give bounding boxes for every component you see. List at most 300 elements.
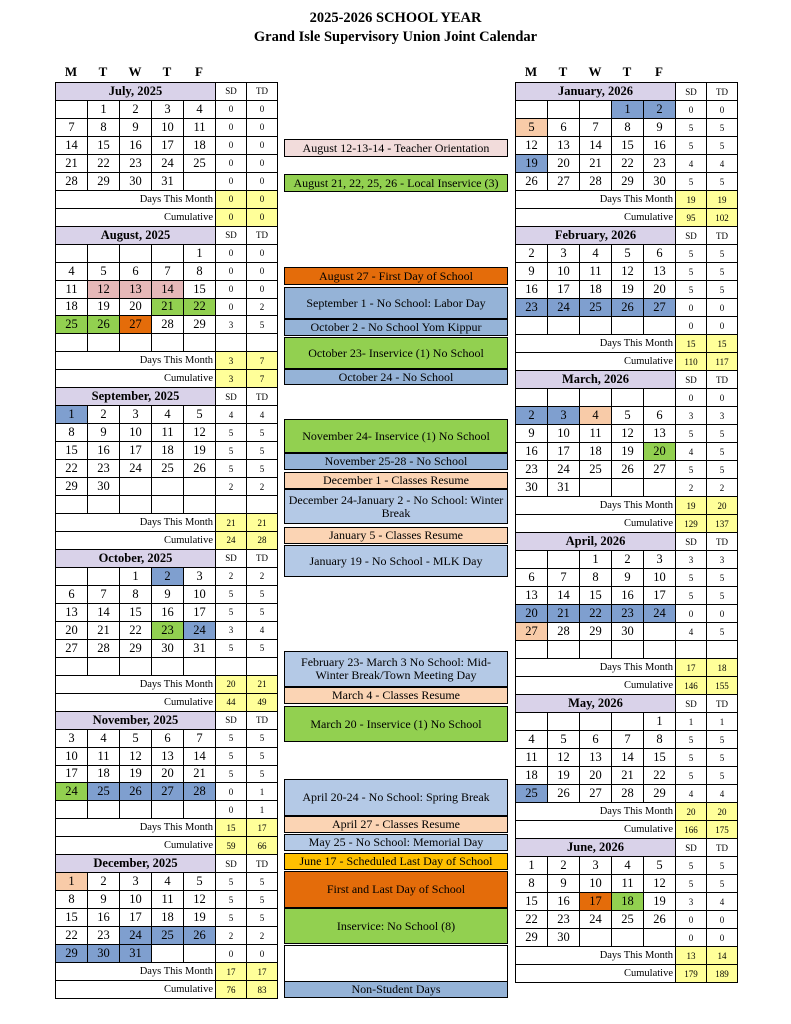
day-cell: 5 [643, 856, 676, 875]
days-this-month-td: 17 [246, 962, 278, 981]
days-this-month-label: Days This Month [515, 496, 676, 515]
week-school-days: 0 [215, 800, 247, 819]
day-cell: 11 [151, 890, 184, 909]
cumulative-label: Cumulative [55, 693, 216, 712]
week-teacher-days: 5 [706, 172, 738, 191]
week-school-days: 5 [675, 874, 707, 893]
week-teacher-days: 0 [246, 172, 278, 191]
day-cell: 20 [119, 298, 152, 317]
day-cell: 29 [55, 944, 88, 963]
day-cell: 5 [611, 244, 644, 263]
day-cell: 19 [119, 765, 152, 784]
week-school-days: 3 [675, 550, 707, 569]
day-cell: 10 [119, 423, 152, 442]
day-cell: 13 [515, 586, 548, 605]
week-teacher-days: 5 [246, 729, 278, 748]
empty-day-cell [87, 244, 120, 263]
day-cell: 30 [151, 639, 184, 658]
cumulative-label: Cumulative [515, 676, 676, 695]
sd-header: SD [675, 838, 707, 857]
day-cell: 14 [611, 748, 644, 767]
day-cell: 5 [87, 262, 120, 281]
days-this-month-sd: 17 [675, 658, 707, 677]
empty-day-cell [183, 657, 216, 676]
day-cell: 29 [611, 172, 644, 191]
sd-header: SD [215, 711, 247, 730]
week-school-days: 0 [675, 100, 707, 119]
day-cell: 29 [87, 172, 120, 191]
day-cell: 10 [547, 262, 580, 281]
week-school-days: 0 [675, 298, 707, 317]
day-cell: 7 [547, 568, 580, 587]
day-cell: 20 [643, 442, 676, 461]
day-cell: 11 [611, 874, 644, 893]
sd-header: SD [215, 549, 247, 568]
day-cell: 8 [611, 118, 644, 137]
empty-day-cell [611, 388, 644, 407]
day-cell: 3 [643, 550, 676, 569]
week-teacher-days: 1 [246, 800, 278, 819]
days-this-month-td: 19 [706, 190, 738, 209]
day-cell: 28 [183, 782, 216, 801]
day-cell: 8 [515, 874, 548, 893]
week-teacher-days: 5 [246, 315, 278, 334]
event-item: October 23- Inservice (1) No School [284, 337, 508, 369]
empty-day-cell [151, 657, 184, 676]
days-this-month-sd: 20 [215, 675, 247, 694]
empty-day-cell [547, 316, 580, 335]
empty-day-cell [547, 100, 580, 119]
week-school-days: 5 [215, 585, 247, 604]
day-cell: 11 [151, 423, 184, 442]
week-teacher-days: 2 [706, 478, 738, 497]
empty-day-cell [151, 495, 184, 514]
day-cell: 14 [55, 136, 88, 155]
day-cell: 12 [183, 890, 216, 909]
event-item: October 24 - No School [284, 369, 508, 385]
days-this-month-td: 7 [246, 351, 278, 370]
day-cell: 23 [119, 154, 152, 173]
day-cell: 3 [547, 406, 580, 425]
empty-day-cell [55, 800, 88, 819]
week-school-days: 4 [675, 784, 707, 803]
week-school-days: 0 [215, 944, 247, 963]
cumulative-label: Cumulative [55, 531, 216, 550]
sd-header: SD [215, 226, 247, 245]
week-school-days: 0 [215, 782, 247, 801]
day-cell: 13 [579, 748, 612, 767]
day-cell: 6 [55, 585, 88, 604]
week-teacher-days: 5 [706, 568, 738, 587]
empty-day-cell [515, 316, 548, 335]
week-school-days: 5 [675, 244, 707, 263]
day-cell: 8 [579, 568, 612, 587]
day-cell: 12 [611, 424, 644, 443]
day-cell: 26 [515, 172, 548, 191]
event-item: August 21, 22, 25, 26 - Local Inservice (3) [284, 174, 508, 192]
sd-header: SD [675, 532, 707, 551]
week-teacher-days: 5 [246, 890, 278, 909]
empty-day-cell [151, 477, 184, 496]
week-teacher-days: 0 [706, 388, 738, 407]
day-cell: 24 [643, 604, 676, 623]
day-cell: 28 [579, 172, 612, 191]
month-header: May, 2026 [515, 694, 676, 713]
day-cell: 13 [643, 424, 676, 443]
empty-day-cell [515, 640, 548, 659]
day-cell: 1 [611, 100, 644, 119]
day-cell: 23 [151, 621, 184, 640]
day-cell: 4 [55, 262, 88, 281]
td-header: TD [246, 387, 278, 406]
day-cell: 30 [87, 477, 120, 496]
days-this-month-label: Days This Month [55, 962, 216, 981]
week-school-days: 5 [675, 730, 707, 749]
day-cell: 30 [547, 928, 580, 947]
week-school-days: 5 [675, 460, 707, 479]
day-cell: 17 [579, 892, 612, 911]
week-teacher-days: 3 [706, 406, 738, 425]
day-cell: 23 [547, 910, 580, 929]
day-cell: 14 [151, 280, 184, 299]
days-this-month-sd: 3 [215, 351, 247, 370]
week-school-days: 5 [215, 872, 247, 891]
day-cell: 15 [87, 136, 120, 155]
week-teacher-days: 0 [706, 928, 738, 947]
cumulative-label: Cumulative [515, 208, 676, 227]
empty-day-cell [87, 657, 120, 676]
td-header: TD [706, 532, 738, 551]
cumulative-sd: 95 [675, 208, 707, 227]
day-cell: 21 [611, 766, 644, 785]
week-teacher-days: 4 [706, 892, 738, 911]
days-this-month-td: 21 [246, 513, 278, 532]
empty-day-cell [119, 657, 152, 676]
week-school-days: 0 [215, 118, 247, 137]
month-header: April, 2026 [515, 532, 676, 551]
week-teacher-days: 5 [706, 622, 738, 641]
empty-day-cell [579, 640, 612, 659]
day-cell: 3 [579, 856, 612, 875]
day-cell: 2 [515, 244, 548, 263]
week-school-days: 5 [675, 136, 707, 155]
week-teacher-days: 3 [706, 550, 738, 569]
day-cell: 4 [579, 406, 612, 425]
day-cell: 8 [55, 890, 88, 909]
day-cell: 17 [547, 442, 580, 461]
week-teacher-days: 5 [246, 639, 278, 658]
week-teacher-days: 1 [246, 782, 278, 801]
day-cell: 12 [643, 874, 676, 893]
empty-day-cell [547, 388, 580, 407]
day-cell: 15 [515, 892, 548, 911]
day-cell: 4 [579, 244, 612, 263]
empty-day-cell [87, 333, 120, 352]
week-school-days: 5 [675, 118, 707, 137]
day-cell: 17 [119, 441, 152, 460]
week-teacher-days: 5 [706, 424, 738, 443]
day-cell: 21 [183, 765, 216, 784]
day-cell: 15 [579, 586, 612, 605]
empty-day-cell [611, 712, 644, 731]
cumulative-sd: 0 [215, 208, 247, 227]
day-cell: 3 [183, 567, 216, 586]
day-cell: 16 [515, 442, 548, 461]
day-cell: 2 [611, 550, 644, 569]
week-teacher-days: 5 [706, 856, 738, 875]
day-cell: 18 [151, 441, 184, 460]
month-header: January, 2026 [515, 82, 676, 101]
week-school-days: 5 [675, 172, 707, 191]
day-cell: 14 [547, 586, 580, 605]
day-cell: 1 [643, 712, 676, 731]
empty-day-cell [643, 640, 676, 659]
empty-day-cell [183, 944, 216, 963]
day-cell: 9 [611, 568, 644, 587]
day-cell: 17 [547, 280, 580, 299]
weekday-label: F [195, 64, 203, 79]
day-cell: 18 [87, 765, 120, 784]
week-school-days [215, 495, 247, 514]
week-school-days: 5 [675, 748, 707, 767]
week-teacher-days: 4 [246, 621, 278, 640]
day-cell: 19 [87, 298, 120, 317]
event-item: Non-Student Days [284, 981, 508, 998]
day-cell: 31 [183, 639, 216, 658]
day-cell: 6 [643, 406, 676, 425]
empty-day-cell [547, 640, 580, 659]
day-cell: 8 [183, 262, 216, 281]
week-school-days: 5 [675, 856, 707, 875]
day-cell: 9 [643, 118, 676, 137]
day-cell: 22 [87, 154, 120, 173]
td-header: TD [706, 82, 738, 101]
month-header: February, 2026 [515, 226, 676, 245]
month-header: December, 2025 [55, 854, 216, 873]
day-cell: 30 [87, 944, 120, 963]
day-cell: 1 [515, 856, 548, 875]
event-item: January 5 - Classes Resume [284, 527, 508, 544]
week-teacher-days: 5 [246, 908, 278, 927]
day-cell: 29 [579, 622, 612, 641]
day-cell: 24 [119, 459, 152, 478]
day-cell: 10 [151, 118, 184, 137]
weekday-label: T [162, 64, 172, 79]
day-cell: 24 [547, 460, 580, 479]
day-cell: 27 [119, 315, 152, 334]
days-this-month-sd: 15 [675, 334, 707, 353]
week-teacher-days: 0 [246, 154, 278, 173]
event-item: December 24-January 2 - No School: Winter Break [284, 489, 508, 524]
week-teacher-days: 5 [706, 748, 738, 767]
month-header: August, 2025 [55, 226, 216, 245]
month-header: March, 2026 [515, 370, 676, 389]
weekday-label: M [64, 64, 78, 79]
calendar-title: 2025-2026 SCHOOL YEAR [309, 10, 482, 26]
day-cell: 20 [547, 154, 580, 173]
day-cell: 25 [87, 782, 120, 801]
week-teacher-days: 0 [246, 944, 278, 963]
day-cell: 4 [515, 730, 548, 749]
cumulative-td: 49 [246, 693, 278, 712]
empty-day-cell [119, 333, 152, 352]
week-school-days: 5 [215, 459, 247, 478]
empty-day-cell [151, 333, 184, 352]
day-cell: 24 [183, 621, 216, 640]
days-this-month-sd: 21 [215, 513, 247, 532]
day-cell: 23 [515, 460, 548, 479]
day-cell: 19 [611, 280, 644, 299]
day-cell: 10 [579, 874, 612, 893]
week-school-days: 5 [675, 586, 707, 605]
day-cell: 9 [119, 118, 152, 137]
day-cell: 7 [55, 118, 88, 137]
day-cell: 4 [183, 100, 216, 119]
empty-day-cell [183, 477, 216, 496]
empty-day-cell [515, 388, 548, 407]
sd-header: SD [675, 226, 707, 245]
empty-day-cell [183, 172, 216, 191]
day-cell: 13 [643, 262, 676, 281]
day-cell: 6 [151, 729, 184, 748]
empty-day-cell [515, 550, 548, 569]
day-cell: 1 [55, 405, 88, 424]
cumulative-td: 117 [706, 352, 738, 371]
week-school-days: 0 [215, 154, 247, 173]
cumulative-td: 175 [706, 820, 738, 839]
cumulative-label: Cumulative [515, 352, 676, 371]
day-cell: 24 [151, 154, 184, 173]
day-cell: 26 [611, 298, 644, 317]
weekday-label: W [588, 64, 602, 79]
day-cell: 24 [55, 782, 88, 801]
day-cell: 3 [119, 872, 152, 891]
day-cell: 18 [611, 892, 644, 911]
week-teacher-days: 0 [706, 316, 738, 335]
week-teacher-days: 5 [706, 442, 738, 461]
month-header: June, 2026 [515, 838, 676, 857]
td-header: TD [246, 226, 278, 245]
empty-day-cell [55, 657, 88, 676]
cumulative-label: Cumulative [515, 514, 676, 533]
days-this-month-td: 20 [706, 802, 738, 821]
day-cell: 2 [151, 567, 184, 586]
empty-day-cell [119, 477, 152, 496]
week-teacher-days: 5 [706, 460, 738, 479]
week-school-days: 5 [215, 603, 247, 622]
empty-day-cell [611, 316, 644, 335]
empty-day-cell [515, 100, 548, 119]
days-this-month-td: 15 [706, 334, 738, 353]
day-cell: 5 [547, 730, 580, 749]
week-school-days: 0 [215, 100, 247, 119]
day-cell: 27 [55, 639, 88, 658]
week-teacher-days: 4 [246, 405, 278, 424]
week-school-days: 0 [215, 136, 247, 155]
day-cell: 27 [547, 172, 580, 191]
day-cell: 3 [55, 729, 88, 748]
day-cell: 18 [579, 280, 612, 299]
week-school-days: 4 [675, 442, 707, 461]
day-cell: 26 [547, 784, 580, 803]
day-cell: 17 [151, 136, 184, 155]
day-cell: 5 [183, 405, 216, 424]
day-cell: 26 [183, 459, 216, 478]
month-header: November, 2025 [55, 711, 216, 730]
day-cell: 25 [579, 298, 612, 317]
week-teacher-days: 2 [246, 298, 278, 317]
week-teacher-days: 0 [246, 118, 278, 137]
day-cell: 19 [643, 892, 676, 911]
days-this-month-sd: 17 [215, 962, 247, 981]
week-school-days: 5 [675, 424, 707, 443]
day-cell: 9 [151, 585, 184, 604]
day-cell: 10 [643, 568, 676, 587]
week-teacher-days: 5 [246, 459, 278, 478]
empty-day-cell [643, 928, 676, 947]
week-teacher-days: 0 [706, 100, 738, 119]
week-teacher-days: 5 [246, 872, 278, 891]
day-cell: 19 [547, 766, 580, 785]
day-cell: 25 [515, 784, 548, 803]
empty-day-cell [579, 388, 612, 407]
week-teacher-days: 4 [706, 784, 738, 803]
day-cell: 16 [151, 603, 184, 622]
week-teacher-days: 0 [246, 136, 278, 155]
week-school-days: 5 [215, 908, 247, 927]
day-cell: 6 [547, 118, 580, 137]
event-item: January 19 - No School - MLK Day [284, 545, 508, 577]
day-cell: 30 [515, 478, 548, 497]
day-cell: 4 [611, 856, 644, 875]
event-item: April 27 - Classes Resume [284, 816, 508, 833]
weekday-label: F [655, 64, 663, 79]
day-cell: 9 [515, 424, 548, 443]
week-school-days: 5 [675, 568, 707, 587]
day-cell: 28 [55, 172, 88, 191]
empty-day-cell [547, 712, 580, 731]
day-cell: 17 [55, 765, 88, 784]
day-cell: 6 [515, 568, 548, 587]
day-cell: 15 [183, 280, 216, 299]
cumulative-td: 137 [706, 514, 738, 533]
day-cell: 18 [55, 298, 88, 317]
week-school-days: 5 [215, 890, 247, 909]
day-cell: 9 [87, 890, 120, 909]
week-school-days: 0 [675, 604, 707, 623]
day-cell: 16 [611, 586, 644, 605]
week-teacher-days: 5 [706, 262, 738, 281]
day-cell: 12 [87, 280, 120, 299]
day-cell: 17 [183, 603, 216, 622]
day-cell: 22 [119, 621, 152, 640]
day-cell: 11 [55, 280, 88, 299]
day-cell: 19 [183, 441, 216, 460]
empty-day-cell [55, 100, 88, 119]
day-cell: 24 [547, 298, 580, 317]
day-cell: 29 [643, 784, 676, 803]
day-cell: 31 [547, 478, 580, 497]
week-teacher-days: 5 [246, 441, 278, 460]
day-cell: 29 [55, 477, 88, 496]
weekday-label: W [128, 64, 142, 79]
week-teacher-days: 5 [706, 730, 738, 749]
week-teacher-days: 0 [706, 910, 738, 929]
day-cell: 5 [119, 729, 152, 748]
cumulative-sd: 3 [215, 369, 247, 388]
week-school-days [215, 333, 247, 352]
week-teacher-days: 0 [706, 298, 738, 317]
